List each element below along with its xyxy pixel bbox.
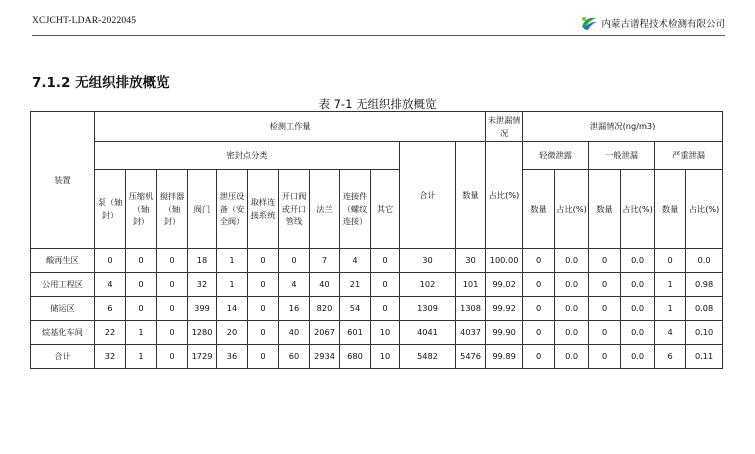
- header-valve: 阀门: [188, 170, 217, 249]
- table-cell: 1280: [188, 321, 217, 345]
- row-device-name: 公用工程区: [31, 273, 95, 297]
- table-cell: 40: [310, 273, 340, 297]
- table-cell: 0: [655, 249, 686, 273]
- header-leak: 泄漏情况(ng/m3): [523, 112, 723, 142]
- header-severe-count: 数量: [655, 170, 686, 249]
- header-connector: 连接件 （螺纹 连接）: [340, 170, 371, 249]
- table-cell: 16: [279, 297, 310, 321]
- table-cell: 18: [188, 249, 217, 273]
- row-device-name: 烷基化车间: [31, 321, 95, 345]
- header-severe-leak: 严重泄漏: [655, 142, 723, 170]
- header-flange: 法兰: [310, 170, 340, 249]
- table-cell: 0.0: [555, 249, 589, 273]
- table-body: [31, 249, 723, 369]
- table-cell: 21: [340, 273, 371, 297]
- header-other: 其它: [371, 170, 400, 249]
- table-cell: 0: [371, 249, 400, 273]
- table-cell: 1309: [400, 297, 456, 321]
- table-cell: 0.0: [555, 273, 589, 297]
- table-cell: 0: [157, 297, 188, 321]
- table-cell: 1729: [188, 345, 217, 369]
- table-cell: 4: [279, 273, 310, 297]
- table-cell: 0: [248, 249, 279, 273]
- table-cell: 99.02: [486, 273, 523, 297]
- table-cell: 99.92: [486, 297, 523, 321]
- header-severe-ratio: 占比(%): [686, 170, 723, 249]
- table-cell: 102: [400, 273, 456, 297]
- table-cell: 0: [248, 273, 279, 297]
- table-cell: 5482: [400, 345, 456, 369]
- table-cell: 0: [157, 273, 188, 297]
- header-total: 合计: [400, 142, 456, 249]
- table-cell: 0.0: [621, 249, 655, 273]
- table-cell: 99.89: [486, 345, 523, 369]
- table-cell: 101: [456, 273, 486, 297]
- table-cell: 0: [523, 249, 555, 273]
- table-cell: 0: [126, 297, 157, 321]
- table-cell: 0: [371, 273, 400, 297]
- table-caption: 表 7-1 无组织排放概览: [318, 97, 437, 111]
- table-cell: 36: [217, 345, 248, 369]
- header-general-ratio: 占比(%): [621, 170, 655, 249]
- table-cell: 0.0: [621, 321, 655, 345]
- company-logo-icon: [580, 15, 598, 31]
- table-cell: 0: [523, 297, 555, 321]
- table-cell: 10: [371, 345, 400, 369]
- table-cell: 0: [157, 249, 188, 273]
- table-cell: 4: [95, 273, 126, 297]
- header-compressor: 压缩机 （轴 封）: [126, 170, 157, 249]
- table-cell: 680: [340, 345, 371, 369]
- table-cell: 0: [523, 273, 555, 297]
- table-cell: 0.10: [686, 321, 723, 345]
- table-cell: 32: [95, 345, 126, 369]
- header-general-count: 数量: [589, 170, 621, 249]
- table-cell: 1: [126, 345, 157, 369]
- table-cell: 0.0: [555, 345, 589, 369]
- table-cell: 0: [157, 345, 188, 369]
- company-block: [580, 15, 725, 31]
- table-cell: 99.90: [486, 321, 523, 345]
- header-open-line: 开口阀 或开口 管线: [279, 170, 310, 249]
- table-cell: 0.0: [555, 297, 589, 321]
- table-cell: 0: [371, 297, 400, 321]
- table-cell: 6: [95, 297, 126, 321]
- header-device: 装置: [31, 112, 95, 249]
- table-cell: 399: [188, 297, 217, 321]
- header-light-count: 数量: [523, 170, 555, 249]
- table-cell: 4: [340, 249, 371, 273]
- table-cell: 0: [248, 321, 279, 345]
- header-detection-work: 检测工作量: [95, 112, 486, 142]
- table-cell: 0: [248, 297, 279, 321]
- table-cell: 0.0: [621, 273, 655, 297]
- table-cell: 601: [340, 321, 371, 345]
- table-cell: 1: [217, 273, 248, 297]
- table-row: [31, 321, 723, 345]
- table-cell: 820: [310, 297, 340, 321]
- header-light-leak: 轻微泄露: [523, 142, 589, 170]
- table-cell: 0: [589, 321, 621, 345]
- table-cell: 32: [188, 273, 217, 297]
- header-relief-valve: 泄压设 备（安 全阀）: [217, 170, 248, 249]
- table-cell: 0.11: [686, 345, 723, 369]
- table-cell: 20: [217, 321, 248, 345]
- table-cell: 30: [400, 249, 456, 273]
- table-cell: 60: [279, 345, 310, 369]
- table-cell: 1: [655, 297, 686, 321]
- table-row: [31, 249, 723, 273]
- table-cell: 0: [157, 321, 188, 345]
- table-cell: 0: [95, 249, 126, 273]
- header-count: 数量: [456, 142, 486, 249]
- table-cell: 0.0: [621, 297, 655, 321]
- table-cell: 0.0: [555, 321, 589, 345]
- table-cell: 6: [655, 345, 686, 369]
- table-cell: 7: [310, 249, 340, 273]
- table-cell: 0: [589, 297, 621, 321]
- page-header: [32, 13, 725, 36]
- header-seal-class: 密封点分类: [95, 142, 400, 170]
- table-cell: 100.00: [486, 249, 523, 273]
- table-cell: 0: [589, 249, 621, 273]
- header-sampling: 取样连 接系统: [248, 170, 279, 249]
- row-device-name: 合计: [31, 345, 95, 369]
- table-cell: 4041: [400, 321, 456, 345]
- table-cell: 2934: [310, 345, 340, 369]
- table-cell: 0: [589, 273, 621, 297]
- table-cell: 0: [248, 345, 279, 369]
- header-light-ratio: 占比(%): [555, 170, 589, 249]
- table-cell: 0: [126, 273, 157, 297]
- table-row: [31, 345, 723, 369]
- header-ratio: 占比(%): [486, 142, 523, 249]
- header-not-leak: 未泄漏情况: [486, 112, 523, 142]
- table-cell: 2067: [310, 321, 340, 345]
- table-cell: 40: [279, 321, 310, 345]
- table-cell: 0.0: [621, 345, 655, 369]
- table-cell: 14: [217, 297, 248, 321]
- table-row: [31, 297, 723, 321]
- table-cell: 1: [655, 273, 686, 297]
- emission-table: [30, 111, 723, 369]
- header-pump: 泵（轴 封）: [95, 170, 126, 249]
- table-cell: 0.08: [686, 297, 723, 321]
- table-cell: 4: [655, 321, 686, 345]
- table-cell: 0.0: [686, 249, 723, 273]
- company-name: 内蒙古谱程技术检测有限公司: [601, 19, 725, 30]
- table-cell: 0.98: [686, 273, 723, 297]
- document-code: XCJCHT-LDAR-2022045: [32, 16, 137, 26]
- table-cell: 0: [589, 345, 621, 369]
- section-title: 7.1.2 无组织排放概览: [32, 75, 170, 91]
- table-cell: 0: [523, 321, 555, 345]
- table-row: [31, 273, 723, 297]
- header-general-leak: 一般泄漏: [589, 142, 655, 170]
- table-cell: 1308: [456, 297, 486, 321]
- row-device-name: 储运区: [31, 297, 95, 321]
- table-cell: 0: [523, 345, 555, 369]
- table-cell: 4037: [456, 321, 486, 345]
- table-cell: 0: [126, 249, 157, 273]
- table-cell: 10: [371, 321, 400, 345]
- header-mixer: 搅拌器 （轴 封）: [157, 170, 188, 249]
- table-cell: 1: [217, 249, 248, 273]
- table-cell: 5476: [456, 345, 486, 369]
- table-cell: 22: [95, 321, 126, 345]
- table-cell: 30: [456, 249, 486, 273]
- row-device-name: 酸再生区: [31, 249, 95, 273]
- table-cell: 1: [126, 321, 157, 345]
- table-cell: 54: [340, 297, 371, 321]
- table-cell: 0: [279, 249, 310, 273]
